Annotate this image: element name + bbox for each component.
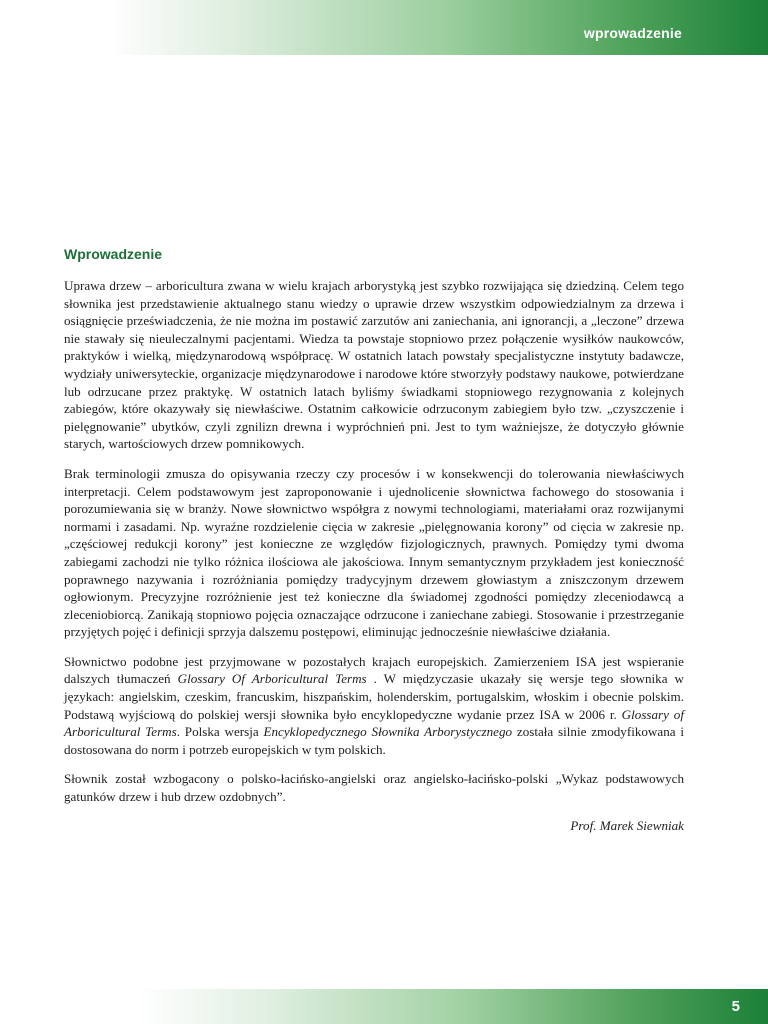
main-content [64, 246, 684, 834]
paragraph-3-text-1: Słownictwo podobne jest przyjmowane w pozostałych krajach europejskich. Zamierzeniem ISA jest wspieranie dalszych tłumaczeń [64, 653, 684, 687]
paragraph-1: Uprawa drzew – arboricultura zwana w wielu krajach arborystyką jest szybko rozwijająca się dziedziną. Celem tego słownika jest przedstawienie aktualnego stanu wiedzy o uprawie drzew wszystkim odpowiedzialnym za drzewa i osiągnięcie przeświadczenia, że nie można im postawić zarzutów ani zaniechania, ani ignorancji, a „leczone” drzewa nie stawały się nieuleczalnymi pacjentami. Wiedza ta powstaje stopniowo przez połączenie wysiłków naukowców, praktyków i wielką, międzynarodową współpracę. W ostatnich latach powstały specjalistyczne instytuty badawcze, wydziały uniwersyteckie, organizacje międzynarodowe i narodowe które stworzyły podstawy naukowe, potwierdzane lub odrzucane przez praktykę. W ostatnich latach byliśmy świadkami stopniowego rezygnowania z kolejnych zabiegów, które okazywały się niewłaściwe. Ostatnim całkowicie odrzuconym zabiegiem było tzw. „czyszczenie i pielęgnowanie” ubytków, czyli zgnilizn drewna i wypróchnień pni. Jest to tym ważniejsze, że dotyczyło głównie starych, wartościowych drzew pomnikowych. [64, 278, 684, 452]
paragraph-2: Brak terminologii zmusza do opisywania rzeczy czy procesów i w konsekwencji do tolerowania niewłaściwych interpretacji. Celem podstawowym jest zaproponowanie i ujednolicenie słownictwa fachowego do stosowania i porozumiewania się w branży. Nowe słownictwo współgra z nowymi technologiami, materiałami oraz rozwijanymi normami i zasadami. Np. wyraźne rozdzielenie cięcia w zakresie „pielęgnowania korony” od cięcia w zakresie np. „częściowej redukcji korony” jest konieczne ze względów fizjologicznych, prawnych. Pomiędzy tymi dwoma zabiegami zachodzi nie tylko różnica ilościowa ale jakościowa. Innym semantycznym przykładem jest konieczność poprawnego nazywania i rozróżniania pomiędzy tradycyjnym drzewem głowiastym a zniszczonym drzewem ogłowionym. Precyzyjne rozróżnienie jest też konieczne dla świadomej zgodności pomiędzy zleceniodawcą a zleceniobiorcą. Zanikają stopniowo pojęcia oznaczające odrzucone i zaniechane zabiegi. Stosowanie i przestrzeganie przyjętych pojęć i definicji sprzyja dalszemu postępowi, eliminując jednocześnie niewłaściwe działania. [64, 465, 684, 640]
paragraph-3-text-2: . W międzyczasie ukazały się wersje tego słownika w językach: angielskim, czeskim, francuskim, hiszpańskim, holenderskim, portugalskim, włoskim i obecnie polskim. Podstawą wyjściową do polskiej wersji słownika było encyklopedyczne wydanie przez ISA w 2006 r. [64, 671, 684, 722]
page-heading: Wprowadzenie [64, 246, 163, 262]
paragraph-4: Słownik został wzbogacony o polsko-łacińsko-angielski oraz angielsko-łacińsko-polski „Wykaz podstawowych gatunków drzew i hub drzew ozdobnych”. [64, 771, 684, 805]
paragraph-3-text-4: została silnie zmodyfikowana i dostosowana do norm i potrzeb europejskich w tym polskich. [64, 724, 684, 757]
footer-gradient-bar [0, 989, 768, 1024]
glossary-title-2: Glossary of Arboricultural Terms [64, 706, 684, 740]
section-label: wprowadzenie [583, 25, 682, 41]
page-number: 5 [731, 998, 740, 1015]
author-signature: Prof. Marek Siewniak [570, 817, 684, 833]
encyclopedia-title: Encyklopedycznego Słownika Arborystycznego [263, 724, 513, 740]
glossary-title-1: Glossary Of Arboricultural Terms [177, 671, 367, 687]
paragraph-3-text-3: . Polska wersja [176, 724, 264, 740]
paragraph-3 [64, 653, 684, 759]
